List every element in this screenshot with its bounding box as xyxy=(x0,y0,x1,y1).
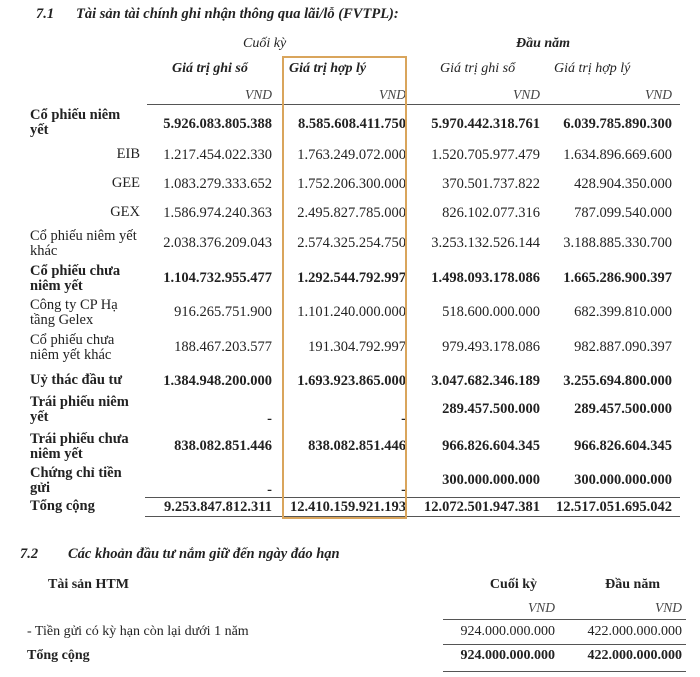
total-cell: 924.000.000.000 xyxy=(460,648,555,663)
row-label: - Tiền gửi có kỳ hạn còn lại dưới 1 năm xyxy=(27,624,249,639)
cell: 2.495.827.785.000 xyxy=(297,205,406,221)
row-label: Cổ phiếu chưa niêm yết khác xyxy=(30,332,115,363)
row-label: Uỷ thác đầu tư xyxy=(30,372,123,388)
cell: 826.102.077.316 xyxy=(442,205,540,221)
cell: 3.253.132.526.144 xyxy=(431,235,540,251)
cell: 2.574.325.254.750 xyxy=(297,235,406,251)
total-label: Tổng cộng xyxy=(30,498,95,514)
cell: 1.217.454.022.330 xyxy=(163,147,272,163)
currency-label: VND xyxy=(513,87,540,102)
cell: - xyxy=(267,411,272,427)
cell: 1.763.249.072.000 xyxy=(297,147,406,163)
col-header-book-end: Giá trị ghi sổ xyxy=(172,61,248,76)
col-header-book-start: Giá trị ghi sổ xyxy=(440,61,516,76)
section-number: 7.2 xyxy=(20,546,39,562)
htm-total-bottom-rule xyxy=(443,671,686,672)
cell: 191.304.792.997 xyxy=(308,339,406,355)
row-label: GEE xyxy=(111,175,140,191)
currency-label: VND xyxy=(645,87,672,102)
cell: - xyxy=(401,482,406,498)
row-label: Công ty CP Hạ tầng Gelex xyxy=(30,297,118,328)
cell: 422.000.000.000 xyxy=(587,624,682,639)
section-number: 7.1 xyxy=(36,6,55,22)
col-header-end: Cuối kỳ xyxy=(489,577,537,592)
cell: 1.104.732.955.477 xyxy=(163,270,272,286)
htm-total-top-rule xyxy=(443,644,686,645)
cell: 966.826.604.345 xyxy=(574,438,672,454)
cell: 300.000.000.000 xyxy=(442,472,540,488)
total-cell: 9.253.847.812.311 xyxy=(164,499,272,515)
cell: 982.887.090.397 xyxy=(574,339,672,355)
section-title: Các khoản đầu tư nắm giữ đến ngày đáo hạn xyxy=(68,546,340,562)
cell: 2.038.376.209.043 xyxy=(163,235,272,251)
cell: 3.047.682.346.189 xyxy=(431,373,540,389)
cell: 8.585.608.411.750 xyxy=(298,116,406,132)
cell: - xyxy=(267,482,272,498)
cell: 924.000.000.000 xyxy=(460,624,555,639)
cell: 1.520.705.977.479 xyxy=(431,147,540,163)
cell: 1.586.974.240.363 xyxy=(163,205,272,221)
cell: 838.082.851.446 xyxy=(174,438,272,454)
total-bottom-rule xyxy=(145,516,680,517)
section-title: Tài sản tài chính ghi nhận thông qua lãi/lỗ (FVTPL): xyxy=(76,6,399,22)
cell: 428.904.350.000 xyxy=(574,176,672,192)
col-header-fair-start: Giá trị hợp lý xyxy=(554,61,631,76)
cell: 5.926.083.805.388 xyxy=(163,116,272,132)
cell: 1.384.948.200.000 xyxy=(163,373,272,389)
col-header-start: Đầu năm xyxy=(605,577,660,592)
col-header-fair-end: Giá trị hợp lý xyxy=(289,61,367,76)
cell: 682.399.810.000 xyxy=(574,304,672,320)
fair-value-highlight-box xyxy=(282,56,407,519)
cell: 787.099.540.000 xyxy=(574,205,672,221)
row-label: Cổ phiếu niêm yết xyxy=(30,107,121,138)
cell: 3.188.885.330.700 xyxy=(563,235,672,251)
total-cell: 12.410.159.921.193 xyxy=(290,499,406,515)
cell: 518.600.000.000 xyxy=(442,304,540,320)
currency-label: VND xyxy=(245,87,272,102)
cell: 1.634.896.669.600 xyxy=(563,147,672,163)
cell: 300.000.000.000 xyxy=(574,472,672,488)
cell: 188.467.203.577 xyxy=(174,339,272,355)
total-cell: 422.000.000.000 xyxy=(587,648,682,663)
cell: 1.752.206.300.000 xyxy=(297,176,406,192)
cell: 370.501.737.822 xyxy=(442,176,540,192)
currency-label: VND xyxy=(655,600,682,615)
period-header-end: Cuối kỳ xyxy=(243,36,287,51)
cell: 966.826.604.345 xyxy=(442,438,540,454)
cell: 1.101.240.000.000 xyxy=(297,304,406,320)
cell: 5.970.442.318.761 xyxy=(431,116,540,132)
row-label: Chứng chỉ tiền gửi xyxy=(30,465,122,496)
total-top-rule xyxy=(145,497,680,498)
cell: 1.083.279.333.652 xyxy=(163,176,272,192)
row-label: Cổ phiếu niêm yết khác xyxy=(30,228,137,259)
cell: 1.498.093.178.086 xyxy=(431,270,540,286)
cell: 3.255.694.800.000 xyxy=(563,373,672,389)
header-rule xyxy=(147,104,680,105)
row-label: Cổ phiếu chưa niêm yết xyxy=(30,263,121,294)
row-label: Trái phiếu chưa niêm yết xyxy=(30,431,129,462)
currency-label: VND xyxy=(379,87,406,102)
htm-header-rule xyxy=(443,619,686,620)
cell: 6.039.785.890.300 xyxy=(563,116,672,132)
row-label: Trái phiếu niêm yết xyxy=(30,394,129,425)
total-cell: 12.517.051.695.042 xyxy=(556,499,672,515)
total-cell: 12.072.501.947.381 xyxy=(424,499,540,515)
cell: 1.693.923.865.000 xyxy=(297,373,406,389)
cell: 979.493.178.086 xyxy=(442,339,540,355)
cell: - xyxy=(401,411,406,427)
cell: 1.665.286.900.397 xyxy=(563,270,672,286)
htm-header-label: Tài sản HTM xyxy=(48,577,129,592)
cell: 289.457.500.000 xyxy=(574,401,672,417)
section-7-1-heading xyxy=(36,6,696,23)
cell: 838.082.851.446 xyxy=(308,438,406,454)
currency-label: VND xyxy=(528,600,555,615)
cell: 289.457.500.000 xyxy=(442,401,540,417)
cell: 1.292.544.792.997 xyxy=(297,270,406,286)
row-label: GEX xyxy=(110,204,140,220)
cell: 916.265.751.900 xyxy=(174,304,272,320)
row-label: EIB xyxy=(116,146,140,162)
total-label: Tổng cộng xyxy=(27,648,90,663)
period-header-start: Đầu năm xyxy=(516,36,571,51)
section-7-2-heading xyxy=(20,546,680,563)
